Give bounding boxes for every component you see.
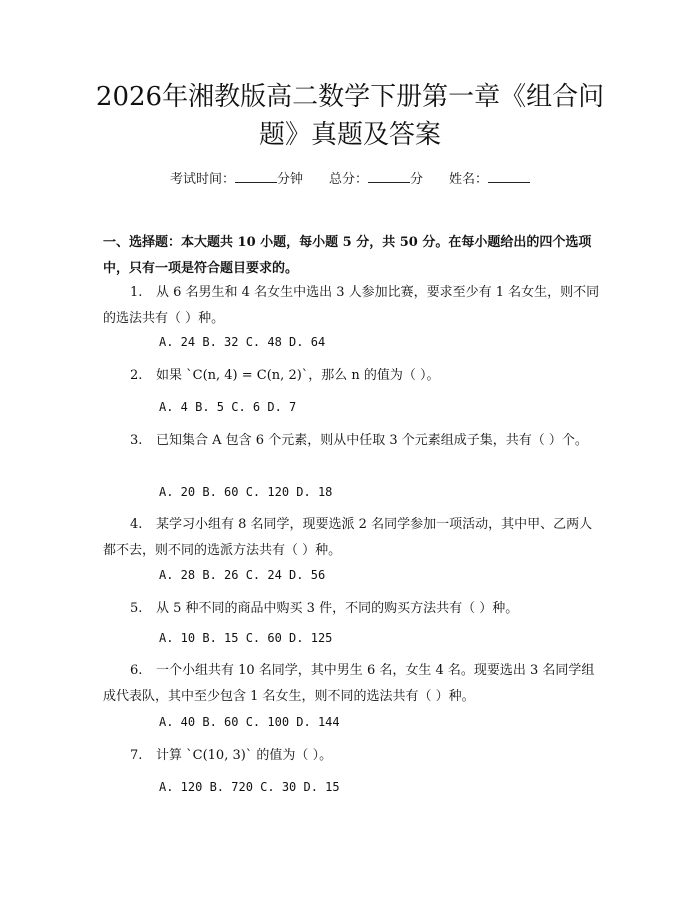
question-text: 从 5 种不同的商品中购买 3 件，不同的购买方法共有（ ）种。 (156, 601, 519, 616)
question-number: 6. (130, 663, 143, 678)
question-text: 从 6 名男生和 4 名女生中选出 3 人参加比赛，要求至少有 1 名女生，则不同的选法共有（ ）种。 (103, 285, 600, 326)
question-3 (103, 428, 603, 454)
question-number: 4. (130, 517, 143, 532)
question-number: 2. (130, 368, 143, 383)
section-heading: 一、选择题：本大题共 10 小题，每小题 5 分，共 50 分。在每小题给出的四个选项中，只有一项是符合题目要求的。 (103, 235, 592, 276)
document-title: 2026年湘教版高二数学下册第一章《组合问题》真题及答案 (95, 82, 605, 150)
question-4 (103, 512, 603, 564)
time-unit: 分钟 (276, 172, 303, 187)
question-2 (103, 363, 603, 389)
question-text: 计算 `C(10, 3)` 的值为（ ）。 (156, 748, 333, 763)
question-text: 如果 `C(n, 4) = C(n, 2)`，那么 n 的值为（ ）。 (156, 368, 440, 383)
question-1 (103, 280, 603, 332)
question-2-options: A. 4 B. 5 C. 6 D. 7 (159, 400, 297, 414)
score-blank (368, 168, 410, 183)
question-4-options: A. 28 B. 26 C. 24 D. 56 (159, 568, 326, 582)
question-5 (103, 596, 603, 622)
question-7 (103, 743, 603, 769)
question-6 (103, 658, 603, 710)
question-5-options: A. 10 B. 15 C. 60 D. 125 (159, 631, 333, 645)
name-blank (488, 168, 530, 183)
question-number: 5. (130, 601, 143, 616)
name-label: 姓名： (449, 172, 489, 187)
score-label: 总分： (328, 172, 368, 187)
time-blank (235, 168, 277, 183)
score-unit: 分 (410, 172, 424, 187)
question-6-options: A. 40 B. 60 C. 100 D. 144 (159, 715, 340, 729)
question-number: 7. (130, 748, 143, 763)
exam-meta-line (0, 168, 700, 190)
question-number: 1. (130, 285, 143, 300)
question-1-options: A. 24 B. 32 C. 48 D. 64 (159, 335, 326, 349)
question-text: 某学习小组有 8 名同学，现要选派 2 名同学参加一项活动，其中甲、乙两人都不去，则不同的选派方法共有（ ）种。 (103, 517, 593, 558)
question-number: 3. (130, 433, 143, 448)
question-text: 已知集合 A 包含 6 个元素，则从中任取 3 个元素组成子集，共有（ ）个。 (156, 433, 588, 448)
question-7-options: A. 120 B. 720 C. 30 D. 15 (159, 780, 340, 794)
time-label: 考试时间： (169, 172, 235, 187)
question-3-options: A. 20 B. 60 C. 120 D. 18 (159, 485, 333, 499)
question-text: 一个小组共有 10 名同学，其中男生 6 名，女生 4 名。现要选出 3 名同学组成代表队，其中至少包含 1 名女生，则不同的选法共有（ ）种。 (103, 663, 595, 704)
